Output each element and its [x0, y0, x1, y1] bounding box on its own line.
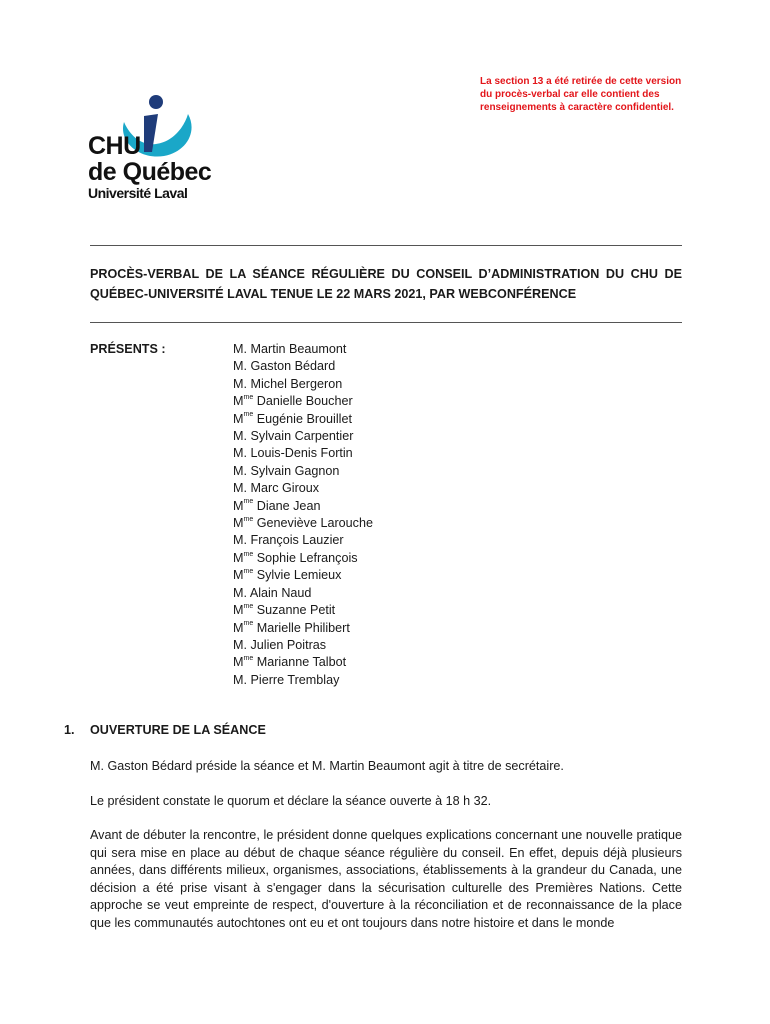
attendee-item — [233, 532, 373, 549]
attendee-title-sup: me — [243, 498, 254, 506]
attendee-item — [233, 445, 373, 462]
attendee-title: M — [233, 394, 244, 409]
attendee-title: M — [233, 603, 244, 618]
attendee-item — [233, 341, 373, 358]
attendee-item — [233, 585, 373, 602]
attendee-title: M. — [233, 429, 247, 444]
logo-line-1: CHU — [88, 132, 141, 160]
attendee-name: Marc Giroux — [250, 481, 320, 496]
attendee-name: Martin Beaumont — [250, 342, 347, 356]
presents-label: PRÉSENTS : — [90, 342, 166, 356]
attendee-title: M. — [233, 342, 247, 356]
paragraph-chair: M. Gaston Bédard préside la séance et M. Martin Beaumont agit à titre de secrétaire. — [90, 759, 564, 773]
top-divider — [90, 245, 682, 246]
attendee-title-sup: me — [243, 602, 254, 610]
attendee-title: M. — [233, 585, 247, 600]
attendee-title: M. — [233, 446, 247, 461]
title-line-1: PROCÈS-VERBAL DE LA SÉANCE RÉGULIÈRE DU CONSEIL D’ADMINISTRATION DU CHU DE — [90, 267, 682, 281]
attendee-title: M — [233, 620, 244, 635]
attendee-title: M. — [233, 376, 247, 391]
attendee-name: Marielle Philibert — [256, 620, 350, 635]
attendee-title: M. — [233, 359, 247, 374]
document-title — [90, 264, 682, 304]
attendee-title: M. — [233, 463, 247, 478]
attendee-name: Geneviève Larouche — [256, 516, 373, 531]
section-title: OUVERTURE DE LA SÉANCE — [90, 723, 266, 737]
attendee-list — [233, 341, 373, 689]
attendee-title-sup: me — [243, 515, 254, 523]
attendee-name: Julien Poitras — [250, 637, 327, 652]
attendee-name: Diane Jean — [256, 498, 321, 513]
attendee-name: Pierre Tremblay — [250, 672, 340, 687]
attendee-title: M — [233, 516, 244, 531]
attendee-item — [233, 393, 373, 410]
attendee-title-sup: me — [243, 620, 254, 628]
attendee-item — [233, 411, 373, 428]
attendee-name: François Lauzier — [250, 533, 344, 548]
attendee-title: M — [233, 655, 244, 670]
attendee-title-sup: me — [243, 411, 254, 419]
attendee-item — [233, 637, 373, 654]
attendee-item — [233, 463, 373, 480]
section-number: 1. — [64, 723, 75, 737]
attendee-title: M — [233, 568, 244, 583]
logo-wordmark — [88, 134, 211, 202]
attendee-name: Danielle Boucher — [256, 394, 353, 409]
attendee-name: Sylvain Gagnon — [250, 463, 340, 478]
paragraph-quorum: Le président constate le quorum et déclare la séance ouverte à 18 h 32. — [90, 794, 492, 808]
attendee-name: Marianne Talbot — [256, 655, 347, 670]
chu-logo — [88, 94, 238, 214]
attendee-name: Suzanne Petit — [256, 603, 336, 618]
attendee-item — [233, 515, 373, 532]
attendee-name: Sylvie Lemieux — [256, 568, 342, 583]
attendee-title: M — [233, 550, 244, 565]
paragraph-intro: Avant de débuter la rencontre, le président donne quelques explications concernant une nouvelle pratique qui sera mise en place au début de chaque séance régulière du conseil. En effet, depuis déjà plusieurs années, dans différents milieux, organismes, associations, établissements à la grandeur du Canada, une décision a été prise visant à s'engager dans la sécurisation culturelle des Premières Nations. Cette approche se veut empreinte de respect, d'ouverture à la réconciliation et de reconnaissance de la place que les communautés autochtones ont eu et ont toujours dans notre histoire et dans le monde — [90, 828, 682, 930]
attendee-title-sup: me — [243, 568, 254, 576]
attendee-title-sup: me — [243, 655, 254, 663]
attendee-name: Louis-Denis Fortin — [250, 446, 353, 461]
attendee-item — [233, 358, 373, 375]
attendee-name: Eugénie Brouillet — [256, 411, 352, 426]
title-line-2: QUÉBEC-UNIVERSITÉ LAVAL TENUE LE 22 MARS 2021, PAR WEBCONFÉRENCE — [90, 287, 577, 301]
attendee-item — [233, 620, 373, 637]
attendee-name: Gaston Bédard — [250, 359, 336, 374]
attendee-item — [233, 672, 373, 689]
attendee-title: M. — [233, 637, 247, 652]
title-divider — [90, 322, 682, 323]
attendee-item — [233, 376, 373, 393]
attendee-title: M. — [233, 533, 247, 548]
attendee-item — [233, 428, 373, 445]
attendee-title-sup: me — [243, 550, 254, 558]
attendee-item — [233, 480, 373, 497]
logo-line-2: de Québec — [88, 158, 212, 186]
attendee-title-sup: me — [243, 394, 254, 402]
logo-line-3: Université Laval — [88, 185, 188, 201]
attendee-title: M. — [233, 672, 247, 687]
attendee-item — [233, 567, 373, 584]
attendee-name: Sylvain Carpentier — [250, 429, 354, 444]
confidentiality-notice: La section 13 a été retirée de cette version du procès-verbal car elle contient des renseignements à caractère confidentiel. — [480, 76, 682, 113]
attendee-item — [233, 654, 373, 671]
attendee-name: Michel Bergeron — [250, 376, 343, 391]
attendee-name: Alain Naud — [249, 585, 312, 600]
attendee-item — [233, 550, 373, 567]
attendee-title: M. — [233, 481, 247, 496]
attendee-item — [233, 602, 373, 619]
attendee-item — [233, 498, 373, 515]
attendee-title: M — [233, 498, 244, 513]
attendee-name: Sophie Lefrançois — [256, 550, 358, 565]
attendee-title: M — [233, 411, 244, 426]
